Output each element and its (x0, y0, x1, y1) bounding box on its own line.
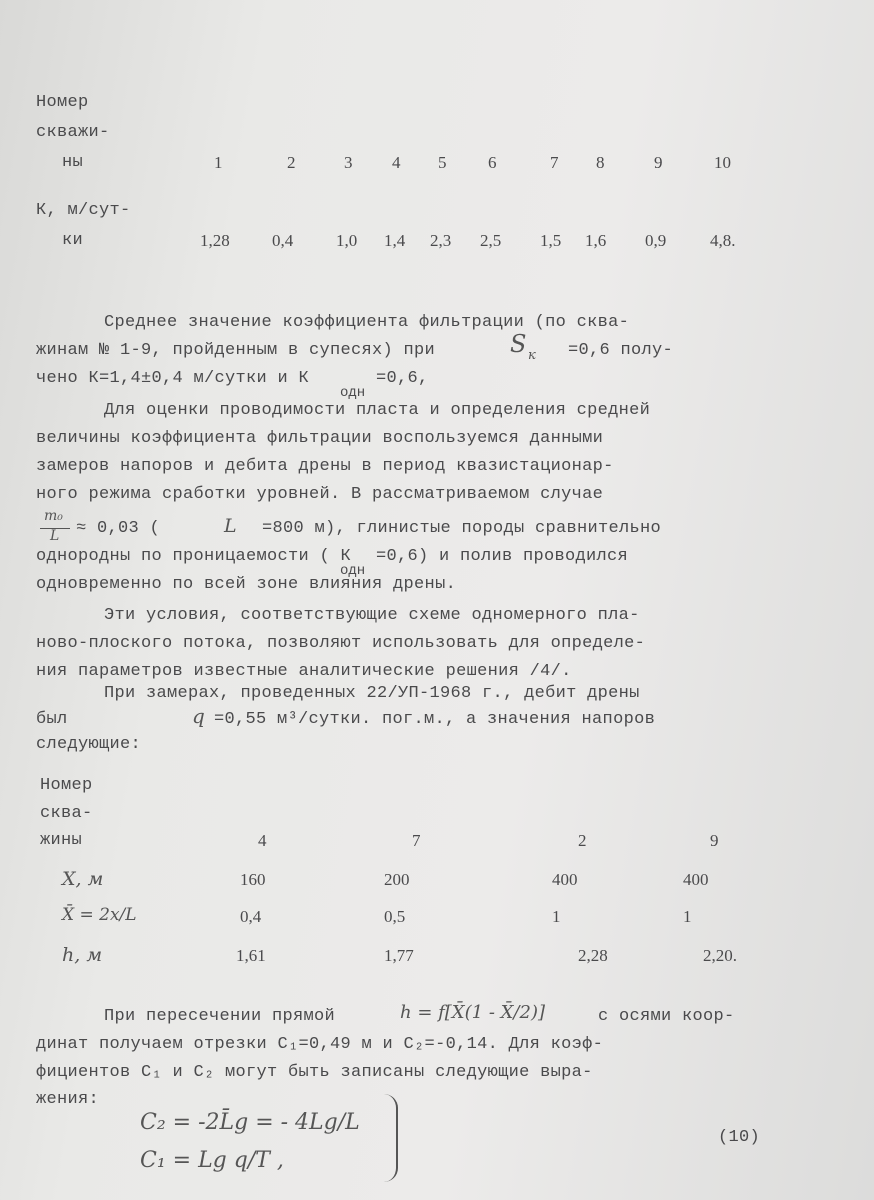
para1-line2-end: =0,6 полу- (568, 341, 674, 360)
x-value: 160 (240, 870, 266, 889)
para2-line3: замеров напоров и дебита дрены в период квазистационар- (36, 457, 614, 476)
para5-line2: динат получаем отрезки С₁=0,49 м и С₂=-0,14. Для коэф- (36, 1035, 604, 1054)
table1-row-label-1: Номер (36, 93, 89, 112)
table2-row-label-3: жины (40, 831, 83, 850)
table2-row-label-1: Номер (40, 776, 93, 795)
para3-line2: ново-плоского потока, позволяют использовать для определе- (36, 634, 646, 653)
formula-line1: C₂ = -2L̄g = - 4Lg/L (140, 1110, 360, 1135)
k-value: 1,28 (200, 231, 230, 250)
para2-line6-end: =0,6) и полив проводился (376, 547, 629, 566)
para4-line3: следующие: (36, 735, 142, 754)
L-symbol: L (224, 515, 237, 537)
equation-number: (10) (718, 1128, 761, 1147)
well-number: 7 (412, 831, 421, 850)
x-value: 200 (384, 870, 410, 889)
para2-line5a: ≈ 0,03 ( (76, 519, 161, 538)
para1-line3: чено К=1,4±0,4 м/сутки и К (36, 369, 310, 388)
x-value: 400 (552, 870, 578, 889)
q-symbol: q (192, 704, 205, 728)
h-value: 1,77 (384, 946, 414, 965)
table2-h-label: h, м (62, 944, 103, 966)
k-value: 1,0 (336, 231, 358, 250)
k-value: 0,9 (645, 231, 667, 250)
k-value: 1,5 (540, 231, 562, 250)
para4-line2b: =0,55 м³/сутки. пог.м., а значения напоров (214, 710, 656, 729)
formula-brace (380, 1094, 398, 1182)
k-value: 2,3 (430, 231, 452, 250)
well-number: 8 (596, 153, 605, 172)
xbar-value: 0,4 (240, 907, 262, 926)
well-number: 6 (488, 153, 497, 172)
k-value: 2,5 (480, 231, 502, 250)
para2-line4: ного режима сработки уровней. В рассматриваемом случае (36, 485, 604, 504)
table2-xbar-label: X̄ = 2x/L (62, 905, 137, 925)
xbar-value: 1 (552, 907, 561, 926)
h-value: 1,61 (236, 946, 266, 965)
para1-line2: жинам № 1-9, пройденным в супесях) при (36, 341, 436, 360)
para2-line1: Для оценки проводимости пласта и определения средней (104, 401, 651, 420)
para1-line1: Среднее значение коэффициента фильтрации (по сква- (104, 313, 630, 332)
para2-line2: величины коэффициента фильтрации воспользуемся данными (36, 429, 604, 448)
well-number: 4 (392, 153, 401, 172)
para2-line6: однородны по проницаемости ( К (36, 547, 352, 566)
para3-line3: ния параметров известные аналитические решения /4/. (36, 662, 572, 681)
table2-x-label: X, м (62, 868, 104, 890)
line-equation: h = f[X̄(1 - X̄/2)] (400, 1002, 545, 1023)
xbar-value: 0,5 (384, 907, 406, 926)
para4-line2a: был (36, 710, 68, 729)
k-value: 0,4 (272, 231, 294, 250)
sk-subscript: к (528, 348, 536, 363)
well-number: 7 (550, 153, 559, 172)
xbar-value: 1 (683, 907, 692, 926)
table2-row-label-2: сква- (40, 804, 93, 823)
para3-line1: Эти условия, соответствующие схеме одномерного пла- (104, 606, 640, 625)
para5-line1b: с осями коор- (598, 1007, 735, 1026)
para5-line1a: При пересечении прямой (104, 1007, 336, 1026)
k-value: 1,4 (384, 231, 406, 250)
fraction-denominator: L (50, 528, 60, 544)
table1-row-label-3: ны (62, 153, 84, 172)
odn-subscript-2: одн (340, 563, 366, 579)
well-number: 2 (578, 831, 587, 850)
well-number: 10 (714, 153, 731, 172)
well-number: 4 (258, 831, 267, 850)
well-number: 9 (654, 153, 663, 172)
well-number: 2 (287, 153, 296, 172)
sk-symbol: S (510, 330, 527, 358)
well-number: 3 (344, 153, 353, 172)
para5-line4: жения: (36, 1090, 100, 1109)
h-value: 2,28 (578, 946, 608, 965)
k-value: 1,6 (585, 231, 607, 250)
para2-line7: одновременно по всей зоне влияния дрены. (36, 575, 457, 594)
para5-line3: фициентов С₁ и С₂ могут быть записаны следующие выра- (36, 1063, 593, 1082)
k-value: 4,8. (710, 231, 736, 250)
well-number: 9 (710, 831, 719, 850)
table1-k-label-1: К, м/сут- (36, 201, 131, 220)
fraction-numerator: m₀ (44, 508, 63, 524)
para1-line3-end: =0,6, (376, 369, 429, 388)
table1-row-label-2: скважи- (36, 123, 110, 142)
odn-subscript-1: одн (340, 385, 366, 401)
para4-line1: При замерах, проведенных 22/УП-1968 г., дебит дрены (104, 684, 640, 703)
para2-line5b: =800 м), глинистые породы сравнительно (262, 519, 662, 538)
table1-k-label-2: ки (62, 231, 84, 250)
h-value: 2,20. (703, 946, 737, 965)
formula-line2: C₁ = Lg q/T , (140, 1148, 284, 1173)
well-number: 5 (438, 153, 447, 172)
well-number: 1 (214, 153, 223, 172)
x-value: 400 (683, 870, 709, 889)
